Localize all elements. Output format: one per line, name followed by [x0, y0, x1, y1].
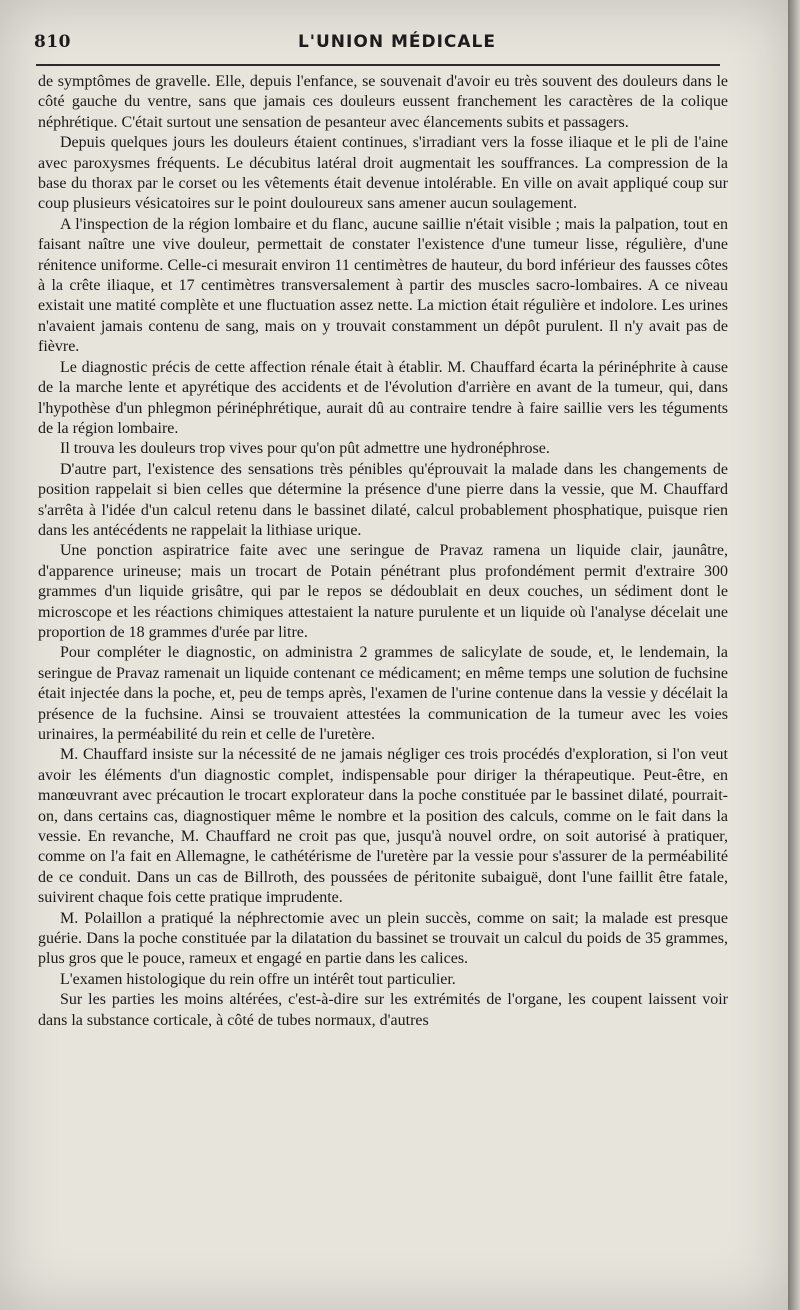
paragraph: D'autre part, l'existence des sensations très pénibles qu'éprouvait la malade dans les changements de position rappelait si bien celles que détermine la présence d'une pierre dans la vessie, que M. Chauffard s'arrêta à l'idée d'un calcul retenu dans le bassinet dilaté, calcul probablement phosphatique, puisque rien dans les antécédents ne rappelait la lithiase urique. — [38, 460, 728, 539]
paragraph: M. Chauffard insiste sur la nécessité de ne jamais négliger ces trois procédés d'exploration, si l'on veut avoir les éléments d'un diagnostic complet, indispensable pour diriger la thérapeutique. Peut-être, en manœuvrant avec précaution le trocart explorateur dans la poche constituée par le bassinet dilaté, pourrait-on, dans certains cas, diagnostiquer même le nombre et la position des calculs, comme on le fait dans la vessie. En revanche, M. Chauffard ne croit pas que, jusqu'à nouvel ordre, on soit autorisé à pratiquer, comme on l'a fait en Allemagne, le cathétérisme de l'uretère par la vessie pour s'assurer de la perméabilité de ce conduit. Dans un cas de Billroth, des poussées de péritonite subaiguë, dont l'une faillit être fatale, suivirent chaque fois cette pratique imprudente. — [38, 746, 728, 907]
journal-title: L'UNION MÉDICALE — [297, 32, 497, 52]
paragraph: L'examen histologique du rein offre un intérêt tout particulier. — [60, 970, 456, 988]
paragraph: Depuis quelques jours les douleurs étaient continues, s'irradiant vers la fosse iliaque et le pli de l'aine avec paroxysmes fréquents. Le décubitus latéral droit augmentait les souffrances. La compression de la base du thorax par le corset ou les vêtements était devenue intolérable. En ville on avait appliqué coup sur coup plusieurs vésicatoires sur le point douloureux sans amener aucun soulagement. — [38, 134, 728, 213]
paragraph: Le diagnostic précis de cette affection rénale était à établir. M. Chauffard écarta la périnéphrite à cause de la marche lente et apyrétique des accidents et de l'évolution d'arrière en avant de la tumeur, qui, dans l'hypothèse d'un phlegmon périnéphrétique, aurait dû au contraire tendre à faire saillie vers les téguments de la région lombaire. — [38, 358, 728, 437]
paragraph: Pour compléter le diagnostic, on administra 2 grammes de salicylate de soude, et, le lendemain, la seringue de Pravaz ramenait un liquide contenant ce médicament; en même temps une solution de fuchsine était injectée dans la poche, et, peu de temps après, l'examen de l'urine contenue dans la vessie y décélait la présence de la fuchsine. Ainsi se trouvaient attestées la communication de la tumeur avec les voies urinaires, la perméabilité du rein et celle de l'uretère. — [38, 644, 728, 743]
page-number: 810 — [34, 32, 71, 52]
page-edge-shadow — [788, 0, 800, 1310]
paragraph: A l'inspection de la région lombaire et du flanc, aucune saillie n'était visible ; mais la palpation, tout en faisant naître une vive douleur, permettait de constater l'existence d'une tumeur lisse, régulière, d'une rénitence uniforme. Celle-ci mesurait environ 11 centimètres de hauteur, du bord inférieur des fausses côtes à la crête iliaque, et 17 centimètres transversalement à partir des muscles sacro-lombaires. A ce niveau existait une matité complète et une fluctuation assez nette. La miction était régulière et indolore. Les urines n'avaient jamais contenu de sang, mais on y trouvait constamment un dépôt purulent. Il n'y avait pas de fièvre. — [38, 215, 728, 356]
paragraph: M. Polaillon a pratiqué la néphrectomie avec un plein succès, comme on sait; la malade est presque guérie. Dans la poche constituée par la dilatation du bassinet se trouvait un calcul du poids de 35 grammes, plus gros que le pouce, rameux et engagé en partie dans les calices. — [38, 909, 728, 968]
paragraph: de symptômes de gravelle. Elle, depuis l'enfance, se souvenait d'avoir eu très souvent des douleurs dans le côté gauche du ventre, sans que jamais ces douleurs eussent franchement les caractères de la colique néphrétique. C'était surtout une sensation de pesanteur avec élancements subits et passagers. — [38, 73, 728, 131]
paragraph: Une ponction aspiratrice faite avec une seringue de Pravaz ramena un liquide clair, jaunâtre, d'apparence urineuse; mais un trocart de Potain pénétrant plus profondément permit d'extraire 300 grammes d'un liquide grisâtre, qui par le repos se dédoublait en deux couches, un sédiment dont le microscope et les réactions chimiques attestaient la nature purulente et un liquide où l'analyse décelait une proportion de 18 grammes d'urée par litre. — [38, 542, 728, 641]
paragraph: Sur les parties les moins altérées, c'est-à-dire sur les extrémités de l'organe, les coupent laissent voir dans la substance corticale, à côté de tubes normaux, d'autres — [38, 991, 728, 1029]
paragraph: Il trouva les douleurs trop vives pour qu'on pût admettre une hydronéphrose. — [60, 440, 550, 458]
header-rule — [36, 64, 720, 66]
running-head — [34, 32, 724, 58]
article-body — [38, 72, 728, 1031]
